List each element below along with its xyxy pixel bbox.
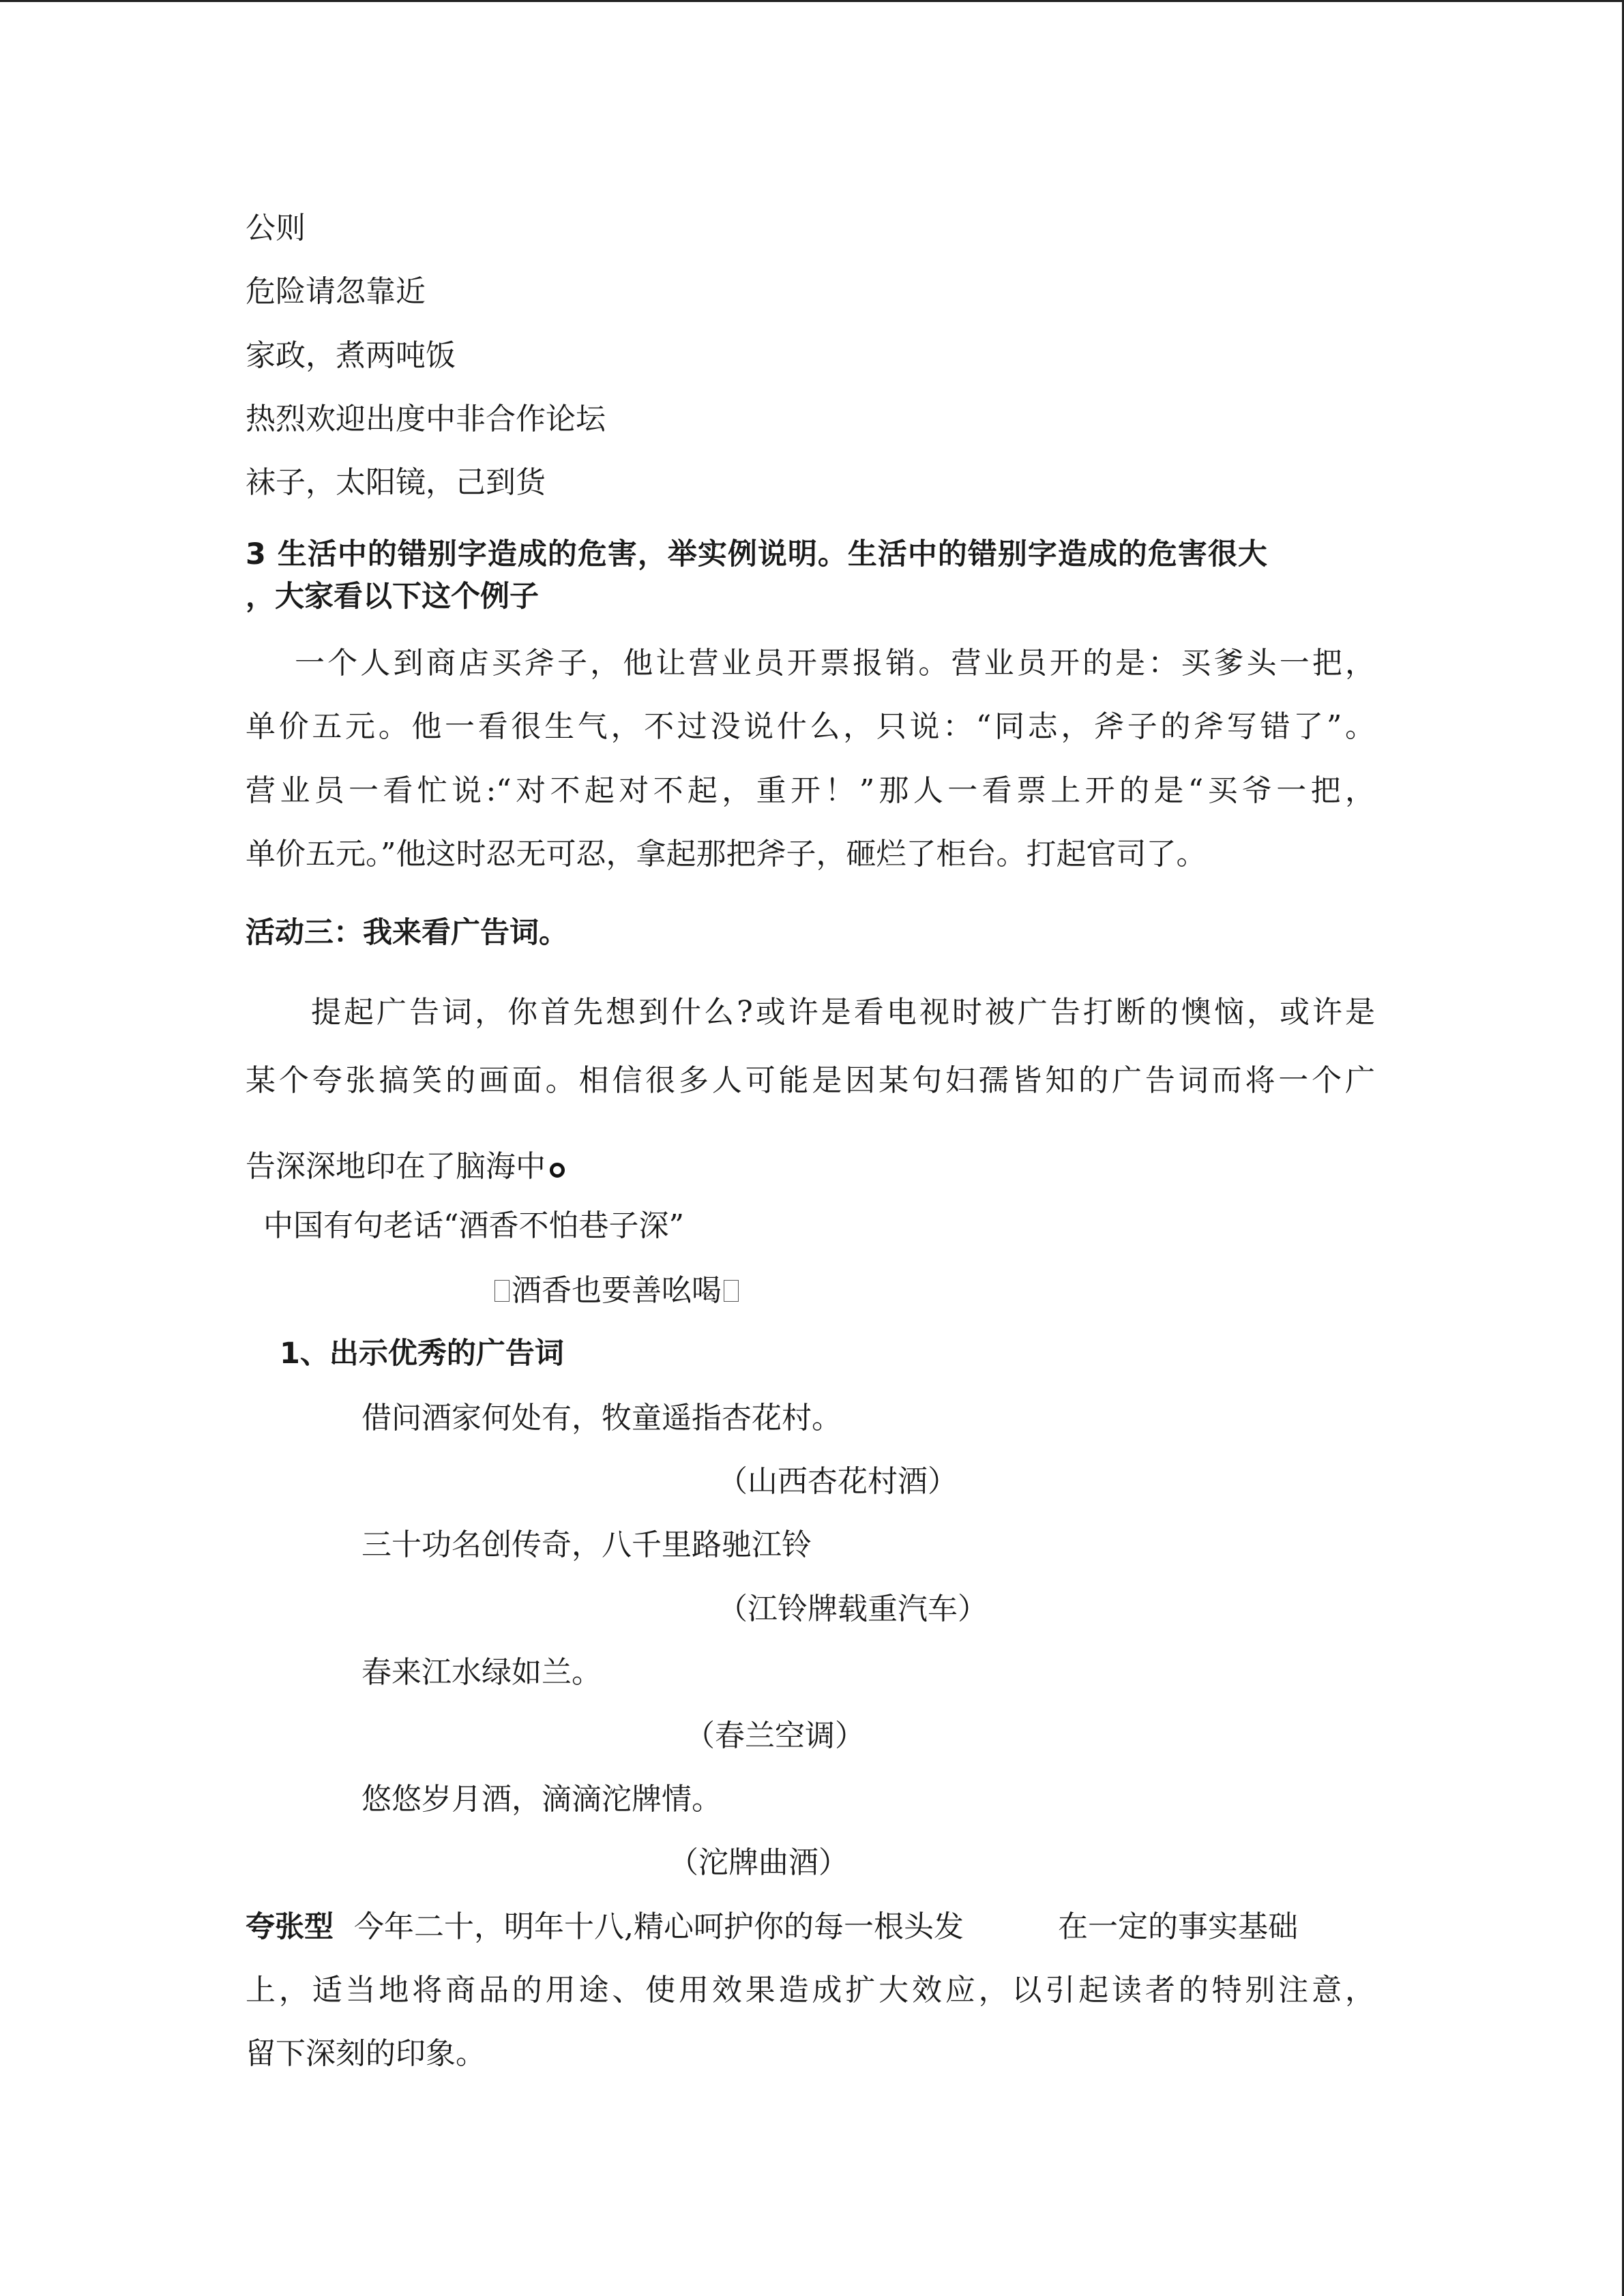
exaggeration-line (246, 1908, 1298, 1946)
word-item: 危险请忽靠近 (246, 274, 426, 309)
story-line: 单价五元。”他这时忍无可忍，拿起那把斧子，砸烂了柜台。打起官司了。 (246, 837, 1207, 871)
section3-heading-line2: ，大家看以下这个例子 (246, 580, 539, 614)
activity3-intro-line: 某个夸张搞笑的画面。相信很多人可能是因某句妇孺皆知的广告词而将一个广 (246, 1063, 1375, 1098)
exaggeration-slogan: 今年二十，明年十八,精心呵护你的每一根头发 (354, 1909, 964, 1944)
word-item: 热烈欢迎出度中非合作论坛 (246, 402, 606, 436)
proverb: 中国有句老话“酒香不怕巷子深” (263, 1208, 684, 1243)
activity3-intro-line: 提起广告词，你首先想到什么?或许是看电视时被广告打断的懊恼，或许是 (311, 995, 1375, 1030)
proverb-followup: 酒香也要善吆喝 (492, 1272, 741, 1310)
exaggeration-desc-line: 留下深刻的印象。 (246, 2036, 486, 2071)
ad-slogan: 三十功名创传奇，八千里路驰江铃 (361, 1527, 812, 1562)
word-item: 家政，煮两吨饭 (246, 338, 456, 373)
missing-glyph-box (724, 1280, 739, 1302)
story-line: 单价五元。他一看很生气，不过没说什么，只说：“同志，斧子的斧写错了”。 (246, 709, 1375, 744)
ad-brand: （春兰空调） (685, 1718, 865, 1753)
section3-heading-line1: 3 生活中的错别字造成的危害，举实例说明。生活中的错别字造成的危害很大 (246, 537, 1268, 571)
ad-brand: （山西杏花村酒） (718, 1464, 958, 1499)
ad-brand: （江铃牌载重汽车） (718, 1592, 988, 1626)
exaggeration-label: 夸张型 (246, 1910, 334, 1944)
page-border-top (0, 0, 1624, 2)
ad-slogan: 春来江水绿如兰。 (361, 1655, 602, 1690)
story-line: 一个人到商店买斧子，他让营业员开票报销。营业员开的是：买爹头一把， (295, 646, 1375, 681)
exaggeration-desc-start: 在一定的事实基础 (1058, 1909, 1298, 1944)
full-stop-mark (550, 1163, 565, 1178)
word-item: 袜子，太阳镜，己到货 (246, 465, 546, 500)
story-line: 营业员一看忙说:“对不起对不起，重开！”那人一看票上开的是“买爷一把， (246, 773, 1375, 808)
good-ads-title: 1、出示优秀的广告词 (280, 1337, 564, 1371)
ad-brand: （沱牌曲酒） (668, 1845, 848, 1880)
ad-slogan: 借问酒家何处有，牧童遥指杏花村。 (361, 1401, 842, 1435)
word-item: 公则 (246, 211, 306, 245)
missing-glyph-box (494, 1280, 510, 1302)
exaggeration-desc-line: 上，适当地将商品的用途、使用效果造成扩大效应，以引起读者的特别注意， (246, 1973, 1375, 2008)
activity3-title: 活动三：我来看广告词。 (246, 916, 568, 950)
ad-slogan: 悠悠岁月酒，滴滴沱牌情。 (361, 1782, 722, 1817)
activity3-intro-line: 告深深地印在了脑海中 (246, 1148, 565, 1186)
